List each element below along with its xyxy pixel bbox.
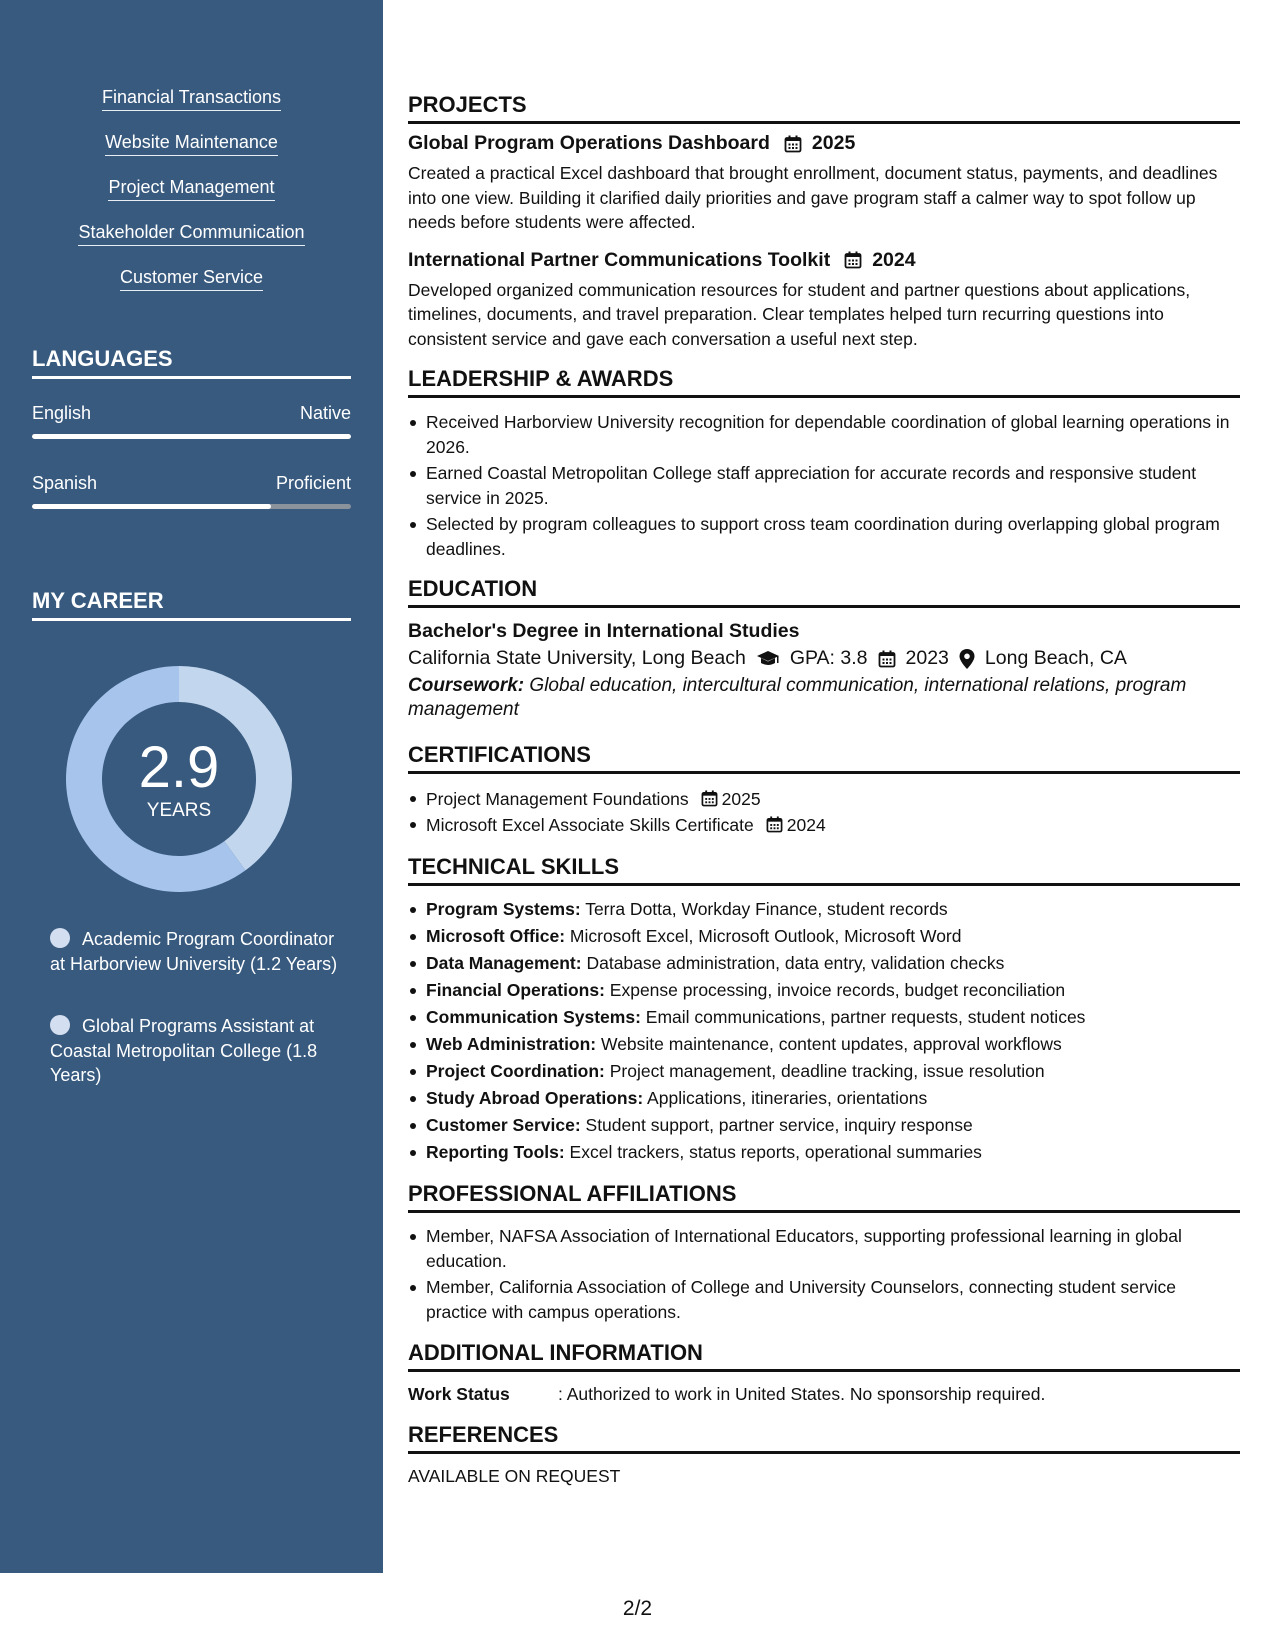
skill-tag: Project Management: [108, 176, 274, 201]
page-number: 2/2: [622, 1597, 653, 1620]
awards-list: [408, 410, 1240, 561]
education-details: [408, 647, 1240, 670]
career-heading: MY CAREER: [32, 588, 351, 621]
skill-label: Data Management:: [426, 953, 582, 973]
skill-value: Terra Dotta, Workday Finance, student records: [580, 899, 948, 919]
skill-tag: Customer Service: [120, 266, 263, 291]
graduation-year: 2023: [905, 647, 949, 669]
list-item: [408, 1004, 1240, 1031]
skill-label: Program Systems:: [426, 899, 581, 919]
list-item: [408, 1031, 1240, 1058]
skill-value: Database administration, data entry, validation checks: [581, 953, 1005, 973]
skill-label: Project Coordination:: [426, 1061, 605, 1081]
affiliations-heading: PROFESSIONAL AFFILIATIONS: [408, 1181, 1240, 1213]
school-location: Long Beach, CA: [984, 647, 1127, 669]
list-item: Received Harborview University recognition for dependable coordination of global learning operations in 2026.: [408, 410, 1240, 459]
skill-label: Web Administration:: [426, 1034, 597, 1054]
work-status-row: [408, 1384, 1240, 1405]
language-bar: [32, 434, 351, 439]
list-item: Earned Coastal Metropolitan College staff appreciation for accurate records and responsive student service in 2025.: [408, 461, 1240, 510]
career-total-unit: YEARS: [146, 800, 212, 821]
skill-tag: Financial Transactions: [102, 86, 281, 111]
list-item: [408, 1139, 1240, 1166]
calendar-icon: [784, 135, 802, 153]
skill-value: Email communications, partner requests, student notices: [640, 1007, 1086, 1027]
skill-value: Expense processing, invoice records, budget reconciliation: [604, 980, 1066, 1000]
certification-year: 2024: [786, 815, 826, 835]
list-item: [408, 812, 1240, 838]
list-item: [408, 950, 1240, 977]
language-row: [32, 473, 351, 494]
languages-heading: LANGUAGES: [32, 346, 351, 379]
skill-label: Financial Operations:: [426, 980, 605, 1000]
skill-value: Student support, partner service, inquiry response: [580, 1115, 973, 1135]
list-item: [408, 1058, 1240, 1085]
skill-label: Communication Systems:: [426, 1007, 641, 1027]
certification-name: Project Management Foundations: [426, 789, 689, 809]
language-level: Native: [299, 403, 351, 423]
skill-value: Applications, itineraries, orientations: [643, 1088, 928, 1108]
gpa: GPA: 3.8: [789, 647, 868, 669]
skill-label: Customer Service:: [426, 1115, 581, 1135]
language-bar-fill: [32, 504, 271, 509]
school-name: California State University, Long Beach: [408, 647, 746, 669]
coursework-text: Global education, intercultural communication, international relations, program management: [408, 675, 1187, 720]
certifications-list: [408, 786, 1240, 838]
calendar-icon: [844, 251, 862, 269]
project-title: [408, 249, 1240, 272]
career-item-text: Academic Program Coordinator at Harborview University (1.2 Years): [50, 929, 338, 974]
skill-tag: Stakeholder Communication: [78, 221, 304, 246]
awards-heading: LEADERSHIP & AWARDS: [408, 366, 1240, 398]
coursework-label: Coursework:: [408, 675, 525, 696]
skill-value: Website maintenance, content updates, approval workflows: [596, 1034, 1062, 1054]
project-year: 2024: [872, 248, 916, 271]
affiliations-list: [408, 1224, 1240, 1324]
certifications-heading: CERTIFICATIONS: [408, 742, 1240, 774]
list-item: [408, 1112, 1240, 1139]
career-dot-icon: [50, 928, 70, 948]
list-item: [408, 896, 1240, 923]
certification-name: Microsoft Excel Associate Skills Certificate: [426, 815, 754, 835]
language-level: Proficient: [275, 473, 351, 493]
skill-tags: [0, 86, 383, 311]
career-item: [50, 927, 340, 976]
project-name: Global Program Operations Dashboard: [408, 132, 770, 154]
list-item: Member, NAFSA Association of International Educators, supporting professional learning in global education.: [408, 1224, 1240, 1273]
language-name: Spanish: [32, 473, 98, 493]
certification-year: 2025: [721, 789, 761, 809]
career-dot-icon: [50, 1015, 70, 1035]
language-row: [32, 403, 351, 424]
projects-heading: PROJECTS: [408, 92, 1240, 124]
skill-value: Project management, deadline tracking, issue resolution: [604, 1061, 1045, 1081]
degree-title: Bachelor's Degree in International Studies: [408, 620, 800, 642]
education-heading: EDUCATION: [408, 576, 1240, 608]
project-description: Developed organized communication resources for student and partner questions about applications, timelines, documents, and travel preparation. Clear templates helped turn recurring questions into consistent service and gave each conversation a useful next step.: [408, 279, 1191, 349]
main-content: [408, 92, 1240, 1489]
sidebar: [0, 0, 383, 1573]
language-name: English: [32, 403, 92, 423]
technical-skills-heading: TECHNICAL SKILLS: [408, 854, 1240, 886]
skill-tag: Website Maintenance: [105, 131, 278, 156]
references-text: AVAILABLE ON REQUEST: [408, 1466, 621, 1486]
skill-label: Study Abroad Operations:: [426, 1088, 644, 1108]
language-bar: [32, 504, 351, 509]
calendar-icon: [766, 816, 783, 833]
additional-info-heading: ADDITIONAL INFORMATION: [408, 1340, 1240, 1372]
coursework: [408, 674, 1240, 722]
graduation-cap-icon: [756, 650, 780, 668]
technical-skills-list: [408, 896, 1240, 1166]
project-description: Created a practical Excel dashboard that brought enrollment, document status, payments, and deadlines into one view. Building it clarified daily priorities and gave program staff a calmer way to spot follow up needs before students were affected.: [408, 163, 1218, 232]
project-name: International Partner Communications Toolkit: [408, 248, 831, 271]
skill-value: Excel trackers, status reports, operational summaries: [564, 1142, 982, 1162]
list-item: [408, 1085, 1240, 1112]
project-title: [408, 132, 1240, 155]
list-item: [408, 977, 1240, 1004]
career-item-text: Global Programs Assistant at Coastal Metropolitan College (1.8 Years): [50, 1016, 318, 1085]
list-item: Selected by program colleagues to support cross team coordination during overlapping global program deadlines.: [408, 512, 1240, 561]
skill-label: Microsoft Office:: [426, 926, 566, 946]
work-status-value: : Authorized to work in United States. No sponsorship required.: [558, 1384, 1046, 1404]
work-status-label: Work Status: [408, 1384, 510, 1404]
list-item: Member, California Association of College and University Counselors, connecting student service practice with campus operations.: [408, 1275, 1240, 1324]
career-item: [50, 1014, 340, 1088]
career-total-years: 2.9: [138, 735, 220, 800]
list-item: [408, 786, 1240, 812]
list-item: [408, 923, 1240, 950]
skill-label: Reporting Tools:: [426, 1142, 565, 1162]
location-pin-icon: [959, 649, 975, 669]
skill-value: Microsoft Excel, Microsoft Outlook, Microsoft Word: [565, 926, 962, 946]
project-year: 2025: [811, 132, 856, 154]
language-bar-fill: [32, 434, 351, 439]
references-heading: REFERENCES: [408, 1422, 1240, 1454]
calendar-icon: [701, 790, 718, 807]
calendar-icon: [878, 650, 896, 668]
